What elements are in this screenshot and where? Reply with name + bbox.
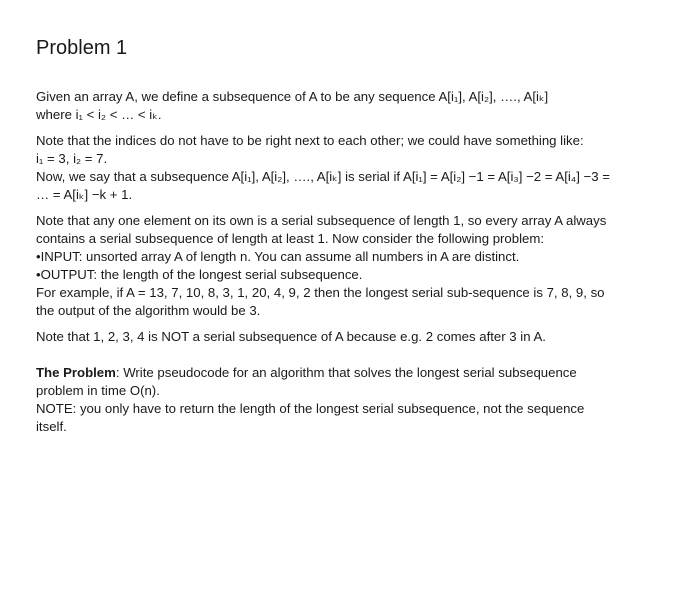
task-text: : Write pseudocode for an algorithm that solves the longest serial subsequence	[115, 365, 577, 380]
text-line: Note that any one element on its own is a serial subsequence of length 1, so every array A always	[36, 213, 607, 228]
page-title: Problem 1	[36, 37, 128, 59]
task-line	[36, 364, 668, 382]
text-line: … = A[iₖ] −k + 1.	[36, 187, 133, 202]
serial-definition-paragraph	[36, 132, 668, 204]
task-paragraph	[36, 364, 668, 436]
spacer	[36, 354, 668, 364]
task-label: The Problem	[36, 365, 116, 380]
counterexample-paragraph	[36, 328, 668, 346]
note-line: NOTE: you only have to return the length of the longest serial subsequence, not the sequence	[36, 401, 585, 416]
text-line: i₁ = 3, i₂ = 7.	[36, 151, 108, 166]
input-bullet: •INPUT: unsorted array A of length n. You can assume all numbers in A are distinct.	[36, 249, 520, 264]
text-line: Note that the indices do not have to be right next to each other; we could have something like:	[36, 133, 584, 148]
text-line: where i₁ < i₂ < … < iₖ.	[36, 107, 162, 122]
document-page	[36, 36, 668, 444]
text-line: itself.	[36, 419, 67, 434]
output-bullet: •OUTPUT: the length of the longest serial subsequence.	[36, 267, 363, 282]
problem-statement-paragraph	[36, 212, 668, 320]
text-line: Note that 1, 2, 3, 4 is NOT a serial subsequence of A because e.g. 2 comes after 3 in A.	[36, 329, 546, 344]
definition-paragraph	[36, 88, 668, 124]
text-line: contains a serial subsequence of length at least 1. Now consider the following problem:	[36, 231, 545, 246]
text-line: Now, we say that a subsequence A[i₁], A[i₂], …., A[iₖ] is serial if A[i₁] = A[i₂] −1 = A[i₃] −2 = A[i₄] −3 =	[36, 169, 610, 184]
text-line: the output of the algorithm would be 3.	[36, 303, 261, 318]
text-line: problem in time O(n).	[36, 383, 160, 398]
text-line: Given an array A, we define a subsequence of A to be any sequence A[i₁], A[i₂], …., A[iₖ]	[36, 89, 549, 104]
text-line: For example, if A = 13, 7, 10, 8, 3, 1, 20, 4, 9, 2 then the longest serial sub-sequence is 7, 8, 9, so	[36, 285, 605, 300]
